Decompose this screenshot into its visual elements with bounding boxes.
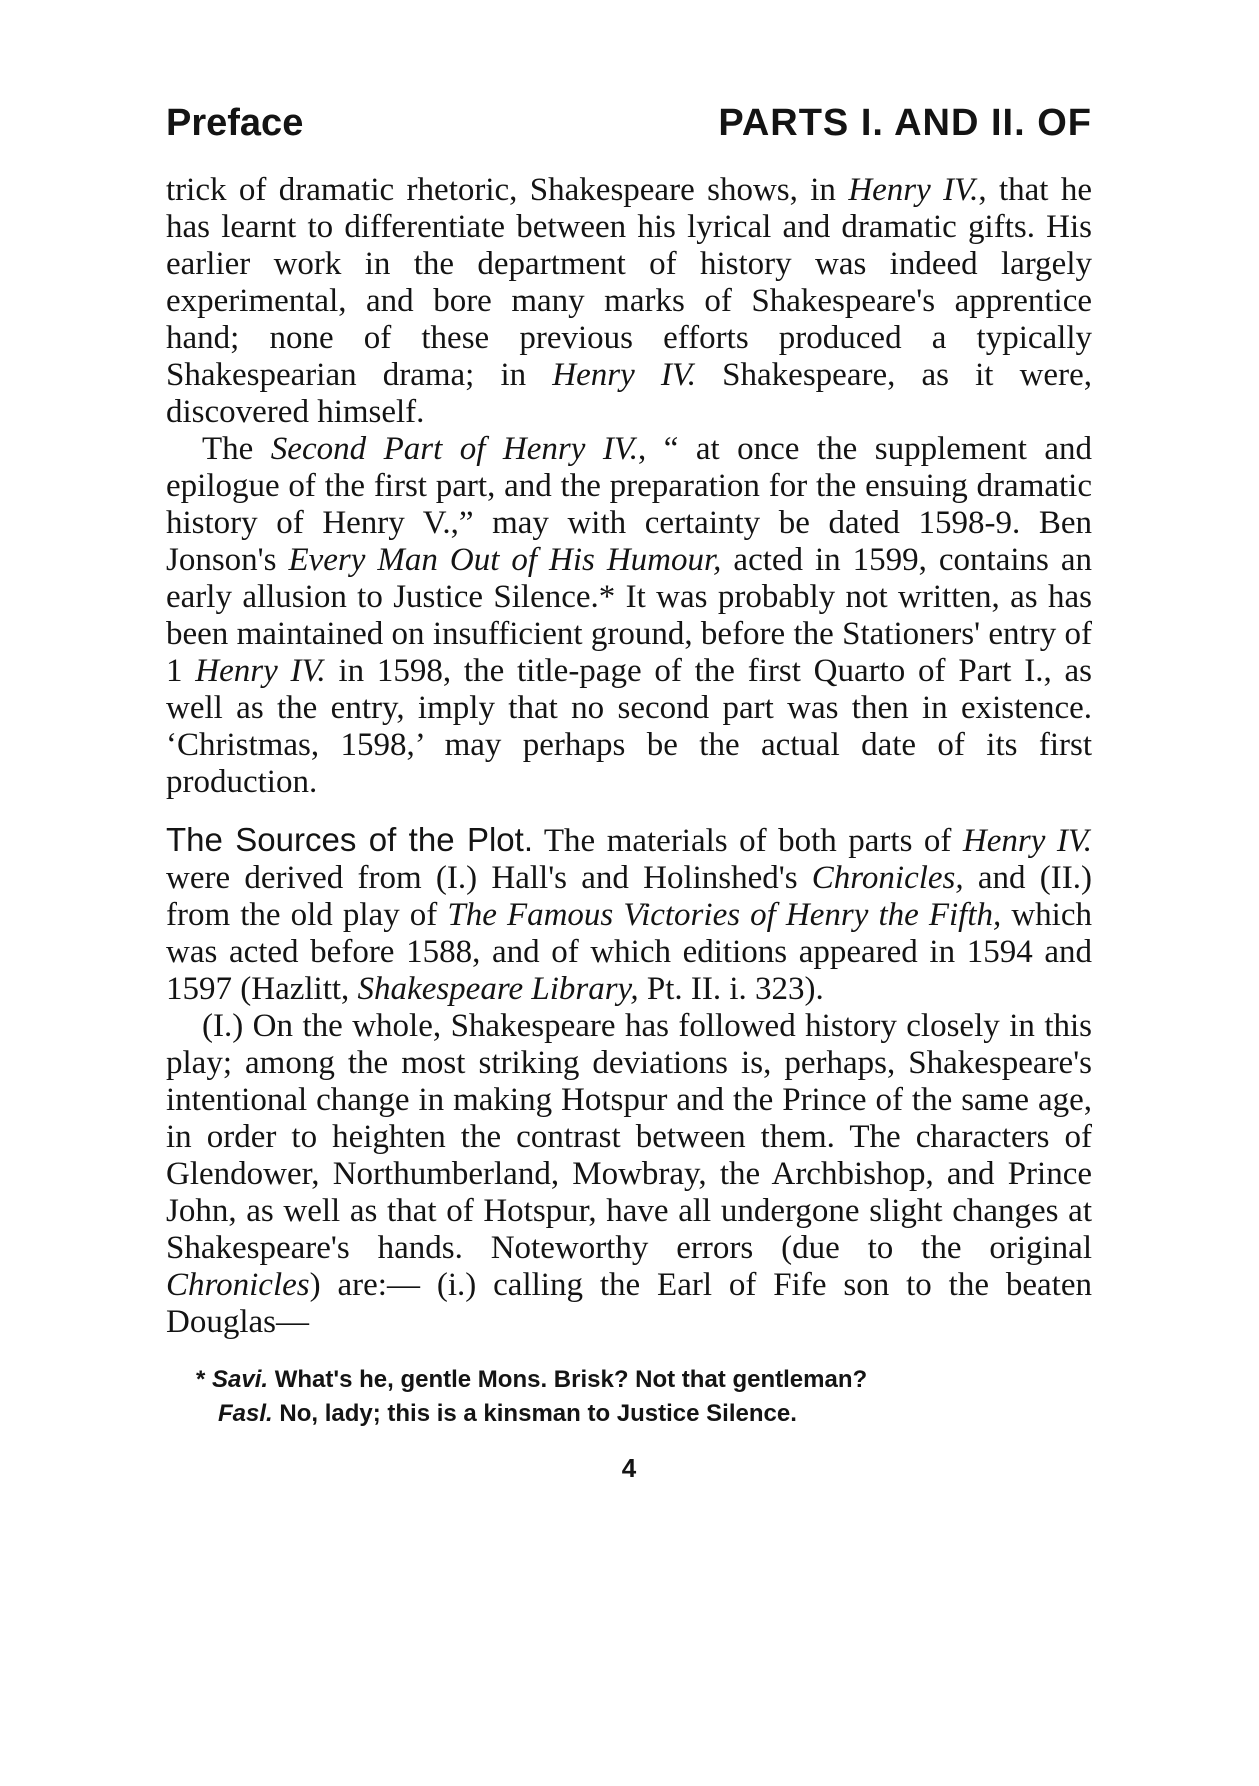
footnote-line-1 bbox=[196, 1363, 1092, 1397]
footnote-marker: * bbox=[196, 1366, 213, 1393]
p2-text-3: acted in 1599, contains an early allusion to Justice Silence.* It was probably not written, as has been maintained on insufficient ground, before the Stationers' entry of 1 bbox=[166, 542, 1093, 689]
p3-italic-1: Henry IV. bbox=[962, 823, 1092, 859]
book-page bbox=[166, 100, 1092, 1484]
header-left: Preface bbox=[166, 102, 304, 144]
p2-italic-2: Every Man Out of His Humour, bbox=[288, 542, 722, 578]
p2-text-4: in 1598, the title-page of the first Quarto of Part I., as well as the entry, imply that no second part was then in existence. ‘Christmas, 1598,’ may perhaps be the actual date of its first production. bbox=[166, 653, 1093, 800]
footnote-line-2 bbox=[196, 1397, 1092, 1431]
p1-italic-2: Henry IV. bbox=[552, 357, 697, 393]
p2-italic-3: Henry IV. bbox=[195, 653, 326, 689]
p1-italic-1: Henry IV. bbox=[848, 172, 979, 208]
p3-text-1: The materials of both parts of bbox=[533, 823, 963, 859]
running-header bbox=[166, 100, 1092, 146]
p1-text-2: , that he has learnt to differentiate between his lyrical and dramatic gifts. His earlier work in the department of history was indeed largely experimental, and bore many marks of Shakespeare's apprentice hand; none of these previous efforts produced a typically Shakespearian drama; in bbox=[166, 172, 1092, 393]
p3-italic-3: The Famous Victories of Henry the Fifth, bbox=[447, 897, 1002, 933]
footnote bbox=[166, 1363, 1092, 1431]
footnote-text-1: What's he, gentle Mons. Brisk? Not that gentleman? bbox=[268, 1366, 868, 1393]
p3-text-2: were derived from (I.) Hall's and Holinshed's bbox=[166, 860, 812, 896]
p2-text-2: , “ at once the supplement and epilogue of the first part, and the preparation for the ensuing dramatic history of Henry V.,” may with certainty be dated 1598-9. Ben Jonson's bbox=[166, 431, 1092, 578]
p2-italic-1: Second Part of Henry IV. bbox=[270, 431, 638, 467]
body-text bbox=[166, 172, 1092, 1341]
footnote-speaker-1: Savi. bbox=[212, 1366, 269, 1393]
footnote-speaker-2: Fasl. bbox=[218, 1400, 273, 1427]
p3-italic-4: Shakespeare Library, bbox=[357, 971, 639, 1007]
footnote-text-2: No, lady; this is a kinsman to Justice Silence. bbox=[272, 1400, 797, 1427]
p1-text-1: trick of dramatic rhetoric, Shakespeare shows, in bbox=[166, 172, 849, 208]
p3-text-5: Pt. II. i. 323). bbox=[638, 971, 824, 1007]
header-right: PARTS I. AND II. OF bbox=[718, 102, 1092, 144]
paragraph-1 bbox=[166, 172, 1092, 431]
p3-italic-2: Chronicles, bbox=[811, 860, 964, 896]
page-number: 4 bbox=[621, 1453, 637, 1483]
p2-text-1: The bbox=[202, 431, 271, 467]
p3-text-4: which was acted before 1588, and of which editions appeared in 1594 and 1597 (Hazlitt, bbox=[166, 897, 1092, 1007]
paragraph-2 bbox=[166, 431, 1092, 801]
p4-text-2: ) are:— (i.) calling the Earl of Fife son to the beaten Douglas— bbox=[166, 1267, 1092, 1340]
paragraph-4 bbox=[166, 1008, 1092, 1341]
paragraph-3 bbox=[166, 821, 1092, 1008]
p4-italic-1: Chronicles bbox=[166, 1267, 310, 1303]
p1-text-3: Shakespeare, as it were, discovered himself. bbox=[166, 357, 1092, 430]
p3-text-3: and (II.) from the old play of bbox=[166, 860, 1092, 933]
p4-text-1: (I.) On the whole, Shakespeare has followed history closely in this play; among the most striking deviations is, perhaps, Shakespeare's intentional change in making Hotspur and the Prince of the same age, in order to heighten the contrast between them. The characters of Glendower, Northumberland, Mowbray, the Archbishop, and Prince John, as well as that of Hotspur, have all undergone slight changes at Shakespeare's hands. Noteworthy errors (due to the original bbox=[166, 1008, 1092, 1266]
section-title: The Sources of the Plot. bbox=[166, 821, 533, 858]
